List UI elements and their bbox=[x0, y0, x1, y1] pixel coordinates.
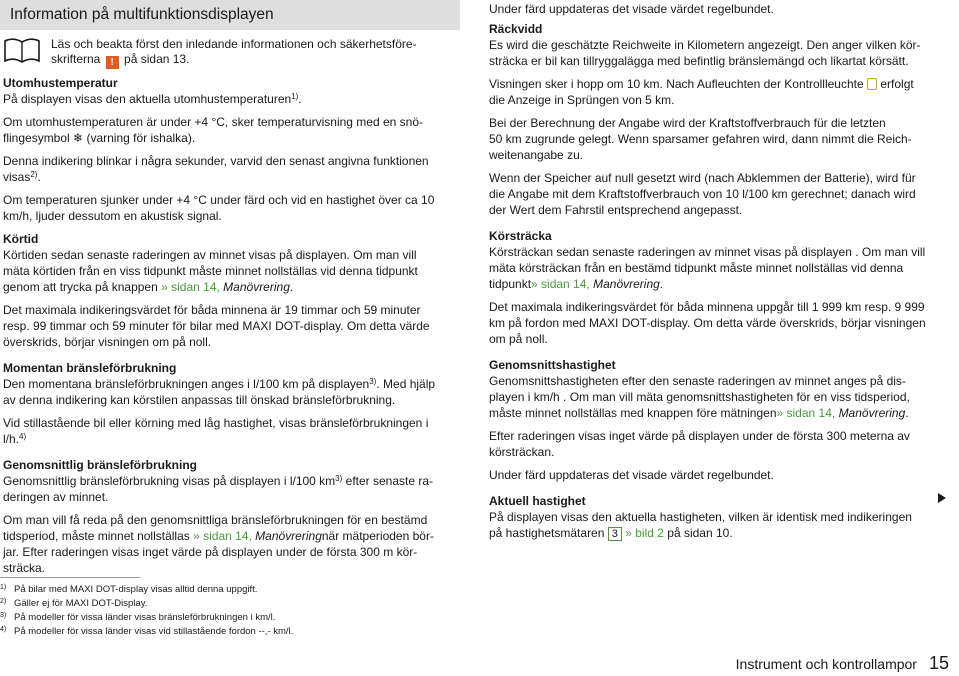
left-column bbox=[0, 0, 460, 576]
footnote: 4) På modeller för vissa länder visas vid stillastående fordon --,- km/l. bbox=[0, 626, 294, 637]
continue-arrow-icon bbox=[938, 493, 946, 503]
footer-section-title: Instrument och kontrollampor bbox=[735, 656, 917, 672]
heading-genomsnittshastighet: Genomsnittshastighet bbox=[489, 358, 616, 372]
heading-rackvidd: Räckvidd bbox=[489, 22, 543, 36]
link-bild-2[interactable]: » bild 2 bbox=[625, 526, 664, 540]
snowflake-icon: ❄ bbox=[73, 131, 84, 145]
footnote-divider bbox=[0, 577, 140, 578]
book-icon bbox=[3, 37, 41, 63]
section-header: Information på multifunktionsdisplayen bbox=[0, 0, 460, 30]
heading-genomsnittlig: Genomsnittlig bränsleförbrukning bbox=[3, 458, 198, 472]
heading-momentan: Momentan bränsleförbrukning bbox=[3, 361, 177, 375]
heading-kortid: Körtid bbox=[3, 232, 39, 246]
heading-korstracka: Körsträcka bbox=[489, 229, 552, 243]
figure-callout-3: 3 bbox=[608, 527, 622, 541]
right-column: Under färd uppdateras det visade värdet regelbundet. Räckvidd Es wird die geschätzte Reichweite in Kilometern angezeigt. Den anger vilken kör- sträcka er bil kan tillryggalägga med befintlig bränslemängd och likartat körsätt. Visningen sker i hopp om 10 km. Nach Aufleuchten der Kontrollleuchte erfolgt die Anzeige in Sprüngen von 5 km. Bei der Berechnung der Angabe wird der Kraftstoffverbrauch für die letzten 50 km zugrunde gelegt. Wenn sparsamer gefahren wird, dann nimmt die Reich- weitenangabe zu. Wenn der Speicher auf null gesetzt wird (nach Abklemmen der Batterie), wird für die Angabe mit dem Kraftstoffverbrauch von 10 l/100 km gerechnet; danach wird der Wert dem Fahrstil entsprechend angepasst. Körsträcka Körsträckan sedan senaste raderingen av minnet visas på displayen . Om man vill mäta körsträckan från en bestämd tidpunkt måste minnet nollställas vid denna tidpunkt» sidan 14, Manövrering. Det maximala indikeringsvärdet för båda minnena uppgår till 1 999 km resp. 9 999 km på fordon med MAXI DOT-display. Om detta värde överskrids, börjar visningen om på noll. Genomsnittshastighet Genomsnittshastigheten efter den senaste raderingen av minnet anges på dis- playen i km/h . Om man vill mäta genomsnittshastigheten för en viss tidsperiod, måste minnet nollställas med knappen före mätningen» sidan 14, Manövrering. Efter raderingen visas inget värde på displayen under de första 300 meterna av körsträckan. Under färd uppdateras det visade värdet regelbundet. Aktuell hastighet På displayen visas den aktuella hastigheten, vilken är identisk med indikeringen på hastighetsmätaren 3 » bild 2 på sidan 10. bbox=[489, 0, 951, 541]
safety-notice bbox=[0, 37, 460, 67]
footnote: 3) På modeller för vissa länder visas bränsleförbrukningen i km/l. bbox=[0, 612, 276, 623]
fuel-warning-icon bbox=[867, 78, 877, 90]
warning-icon: ! bbox=[106, 56, 119, 69]
heading-utomhustemperatur: Utomhustemperatur bbox=[3, 76, 118, 90]
footnote: 1) På bilar med MAXI DOT-display visas alltid denna uppgift. bbox=[0, 584, 258, 595]
left-body: Utomhustemperatur På displayen visas den aktuella utomhustemperaturen$^{1)}$. Om utomhustemperaturen är under +4 °C, sker temperaturvisning med en snö- flingesymbol ❄ (varning för ishalka). Denna indikering blinkar i några sekunder, varvid den senast angivna funktionen visas$^{2)}$. Om temperaturen sjunker under +4 °C under färd och vid en hastighet över ca 10 km/h, ljuder dessutom en akustisk signal. Körtid Körtiden sedan senaste raderingen av minnet visas på displayen. Om man vill mäta körtiden från en viss tidpunkt måste minnet nollställas vid denna tidpunkt genom att trycka på knappen » sidan 14, Manövrering. Det maximala indikeringsvärdet för båda minnena är 19 timmar och 59 minuter resp. 99 timmar och 59 minuter för bilar med MAXI DOT-display. Om detta värde överskrids, börjar visningen om på noll. Momentan bränsleförbrukning Den momentana bränsleförbrukningen anges i l/100 km på displayen$^{3)}$. Med hjälp av denna indikering kan körstilen anpassas till önskad bränsleförbrukning. Vid stillastående bil eller körning med låg hastighet, visas bränsleförbrukningen i l/h.$^{4)}$ Genomsnittlig bränsleförbrukning Genomsnittlig bränsleförbrukning visas på displayen i l/100 $km^{3)}$ efter senaste ra- deringen av minnet. Om man vill få reda på den genomsnittliga bränsleförbrukningen för en bestämd tidsperiod, måste minnet nollställas » sidan 14, Manövreringnär mätperioden bör- jar. Efter raderingen visas inget värde på displayen under de första 300 m kör- sträcka. bbox=[0, 75, 460, 576]
link-sidan-14[interactable]: » sidan 14, bbox=[193, 529, 252, 543]
page-number: 15 bbox=[928, 653, 949, 673]
notice-text: Läs och beakta först den inledande informationen och säkerhetsföre- skrifterna ! på sidan 13. bbox=[51, 37, 417, 68]
link-sidan-14[interactable]: » sidan 14, bbox=[531, 277, 590, 291]
footnote: 2) Gäller ej för MAXI DOT-Display. bbox=[0, 598, 148, 609]
page-footer bbox=[736, 653, 949, 674]
footnotes bbox=[0, 583, 460, 639]
link-sidan-14[interactable]: » sidan 14, bbox=[776, 406, 836, 420]
heading-aktuell-hastighet: Aktuell hastighet bbox=[489, 494, 586, 508]
link-sidan-14[interactable]: » sidan 14, bbox=[161, 280, 220, 294]
